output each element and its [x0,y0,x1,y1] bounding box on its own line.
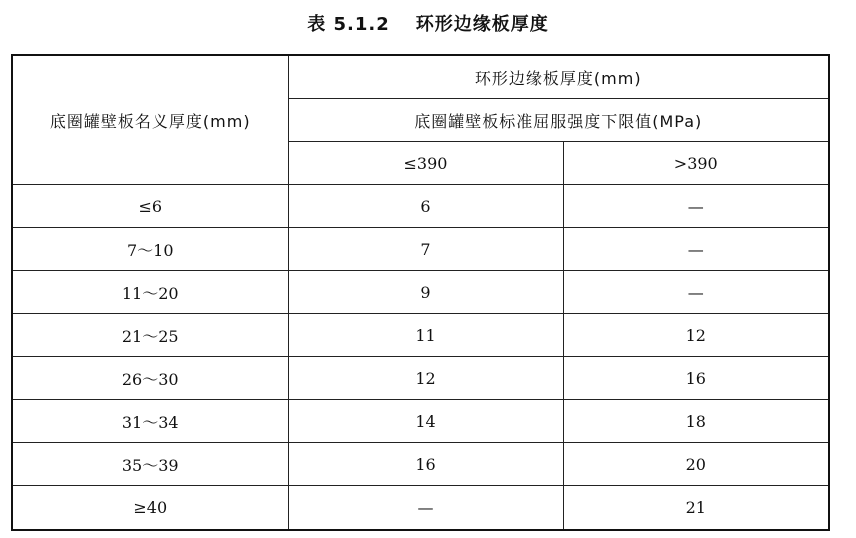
thickness-cell: 21～25 [12,314,288,357]
value-cell-a: 6 [288,185,563,228]
thickness-cell: 31～34 [12,400,288,443]
value-cell-a: 12 [288,357,563,400]
value-cell-b: — [563,228,829,271]
table-row [12,185,829,228]
header-row [12,55,829,99]
thickness-cell: 26～30 [12,357,288,400]
group-header-cell: 环形边缘板厚度(mm) [288,55,829,99]
edge-plate-thickness-table [11,54,830,531]
sub-header-cell: 底圈罐壁板标准屈服强度下限值(MPa) [288,99,829,142]
value-cell-a: 16 [288,443,563,486]
thickness-cell: 7～10 [12,228,288,271]
value-cell-a: 7 [288,228,563,271]
value-cell-a: 11 [288,314,563,357]
column-header-a: ≤390 [288,142,563,185]
table-caption [0,10,856,36]
value-cell-b: — [563,185,829,228]
value-cell-a: 9 [288,271,563,314]
table-number: 表 5.1.2 [307,14,390,35]
value-cell-b: 12 [563,314,829,357]
table-row [12,400,829,443]
value-cell-a: 14 [288,400,563,443]
column-header-b: >390 [563,142,829,185]
thickness-cell: 11～20 [12,271,288,314]
table-row [12,443,829,486]
thickness-cell: ≤6 [12,185,288,228]
value-cell-b: — [563,271,829,314]
thickness-cell: 35～39 [12,443,288,486]
table-row [12,486,829,531]
table-row [12,228,829,271]
value-cell-a: — [288,486,563,531]
table-row [12,314,829,357]
row-header-cell: 底圈罐壁板名义厚度(mm) [12,55,288,185]
table-title: 环形边缘板厚度 [415,14,549,35]
value-cell-b: 21 [563,486,829,531]
table-row [12,357,829,400]
value-cell-b: 18 [563,400,829,443]
value-cell-b: 16 [563,357,829,400]
value-cell-b: 20 [563,443,829,486]
table-row [12,271,829,314]
thickness-cell: ≥40 [12,486,288,531]
